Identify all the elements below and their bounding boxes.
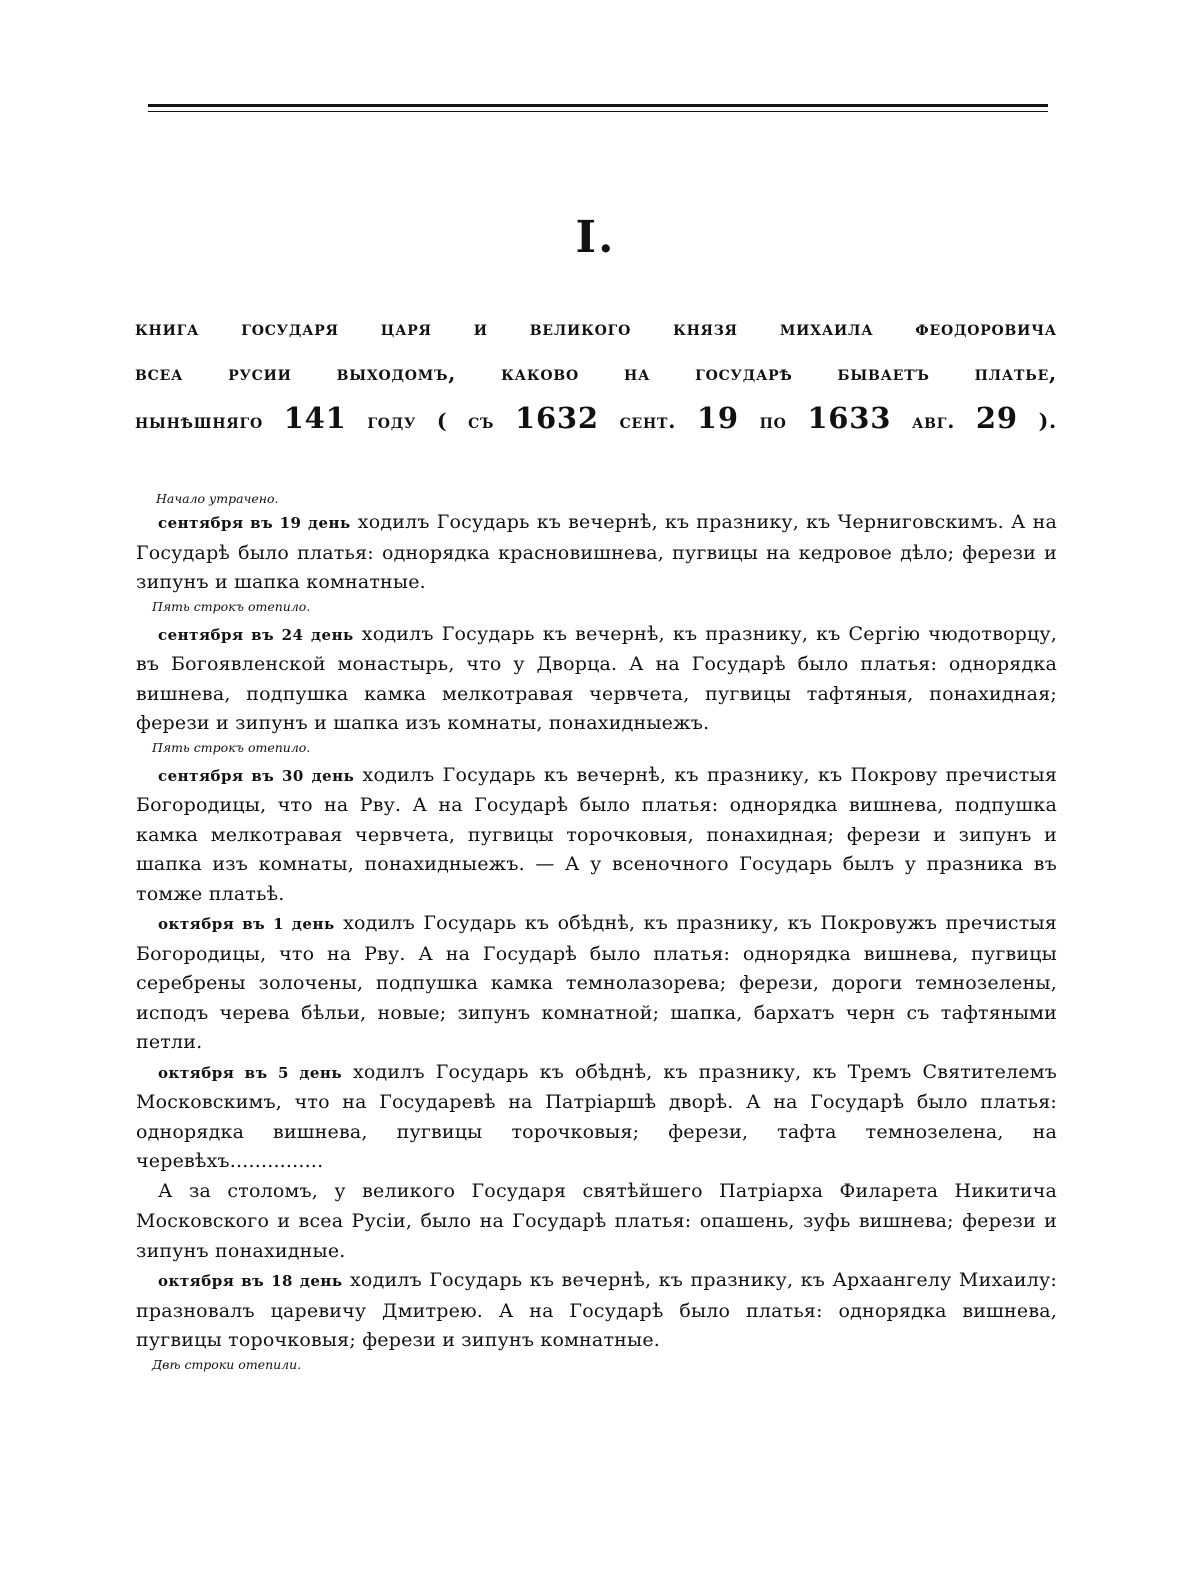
editorial-note: Пять строкъ отеnило. — [152, 598, 311, 614]
title-line-1: книга государя царя и великого князя михаила феодоровича — [135, 316, 1057, 340]
entry-text: ходилъ Государь къ вечернѣ, къ празнику, къ Архаангелу Михаилу: празновалъ царевичу Дмитрею. А на Государѣ было платья: однорядка вишнева, пугвицы торочковыя; ферези и зипунъ комнатные. — [136, 1269, 1058, 1351]
editorial-note: Начало утрачено. — [156, 491, 279, 506]
entry-text: ходилъ Государь къ вечернѣ, къ празнику, къ Сергію чюдотворцу, въ Богоявленской монастырь, что у Дворца. А на Государѣ было платья: однорядка вишнева, подпушка камка мелкотравая червчета, пугвицы тафтяныя, понахидная; ферези и зипунъ и шапка изъ комнаты, понахидныежъ. — [136, 622, 1057, 734]
entry-date: октября въ 1 день — [158, 915, 335, 933]
entry-paragraph — [136, 1058, 1057, 1177]
entry-paragraph — [136, 620, 1057, 739]
entry-paragraph — [136, 1266, 1057, 1356]
entry-text: ходилъ Государь къ обѣднѣ, къ празнику, къ Покровужъ пречистыя Богородицы, что на Рву. А на Государѣ было платья: однорядка вишнева, пугвицы серебрены золочены, подпушка камка темнолазорева; ферези, дороги темнозелены, исподъ черева бѣльи, новые; зипунъ комнатной; шапка, бархатъ черн съ тафтяными петли. — [136, 912, 1057, 1053]
entry-paragraph — [136, 1177, 1057, 1267]
chapter-title — [135, 306, 1057, 444]
title-day-start: 19 — [696, 401, 739, 435]
entry-date: октября въ 5 день — [158, 1063, 343, 1082]
title-year: 141 — [283, 401, 347, 435]
title-text: нынѣшняго — [135, 409, 263, 433]
title-text: году ( съ — [367, 409, 495, 433]
entry-text: ходилъ Государь къ обѣднѣ, къ празнику, къ Тремъ Святителемъ Московскимъ, что на Государевѣ на Патріаршѣ дворѣ. А на Государѣ было платья: однорядка вишнева, пугвицы торочковыя; ферези, тафта темнозелена, на черевѣхъ............... — [136, 1060, 1057, 1172]
title-text: по — [759, 409, 787, 433]
editorial-note: Пять строкъ отеnило. — [152, 739, 311, 755]
entry-paragraph — [136, 909, 1057, 1058]
entry-date: сентября въ 30 день — [158, 766, 355, 785]
entry-paragraph — [136, 761, 1057, 910]
entries-body — [136, 490, 1057, 1374]
header-rule-thick — [148, 104, 1048, 107]
entry-date: сентября въ 19 день — [158, 514, 351, 532]
entry-paragraph — [136, 508, 1057, 598]
title-text: ). — [1038, 409, 1057, 433]
title-day-end: 29 — [975, 401, 1018, 435]
entry-text: А за столомъ, у великого Государя святѣйшего Патріарха Филарета Никитича Московского и всеа Русіи, было на Государѣ платья: опашень, зуфь вишнева; ферези и зипунъ понахидные. — [136, 1179, 1057, 1262]
title-text: сент. — [619, 409, 677, 433]
title-year-end: 1633 — [807, 401, 892, 435]
entry-text: ходилъ Государь къ вечернѣ, къ празнику, къ Покрову пречистыя Богородицы, что на Рву. А на Государѣ было платья: однорядка вишнева, подпушка камка мелкотравая червчета, пугвицы торочковыя, понахидная; ферези и зипунъ и шапка изъ комнаты, понахидныежъ. — А у всеночного Государь былъ у празника въ томже платьѣ. — [136, 763, 1058, 905]
header-rule-thin — [148, 111, 1048, 112]
title-year-start: 1632 — [514, 401, 599, 435]
entry-date: октября въ 18 день — [158, 1272, 343, 1290]
editorial-note: Двѣ строки отеnили. — [152, 1356, 302, 1372]
title-line-2: всеа русии выходомъ, каково на государѣ бываетъ платье, — [135, 361, 1057, 385]
chapter-number: I. — [575, 212, 616, 263]
entry-date: сентября въ 24 день — [158, 625, 354, 644]
title-line-3 — [135, 396, 1057, 444]
title-text: авг. — [911, 409, 956, 433]
entry-text: ходилъ Государь къ вечернѣ, къ празнику, къ Черниговскимъ. А на Государѣ было платья: однорядка красновишнева, пугвицы на кедровое дѣло; ферези и зипунъ и шапка комнатные. — [136, 511, 1058, 593]
